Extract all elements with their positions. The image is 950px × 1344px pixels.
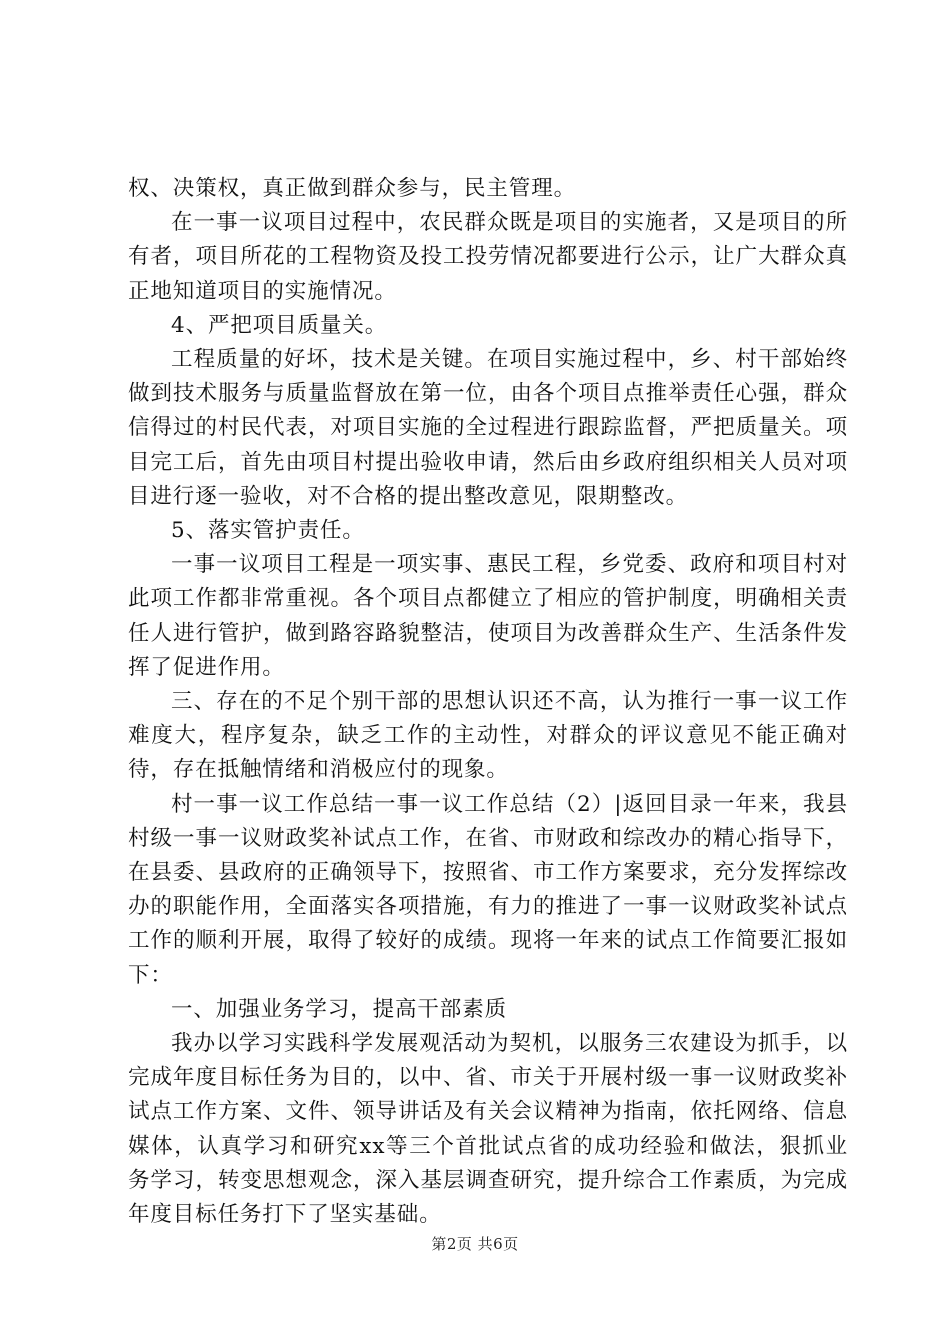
paragraph: 权、决策权，真正做到群众参与，民主管理。 [128, 176, 577, 201]
paragraph: 工程质量的好坏，技术是关键。在项目实施过程中，乡、村干部始终做到技术服务与质量监督放在第一位，由各个项目点推举责任心强，群众信得过的村民代表，对项目实施的全过程进行跟踪监督，严把质量关。项目完工后，首先由项目村提出验收申请，然后由乡政府组织相关人员对项目进行逐一验收，对不合格的提出整改意见，限期整改。 [128, 347, 848, 509]
paragraph: 一事一议项目工程是一项实事、惠民工程，乡党委、政府和项目村对此项工作都非常重视。各个项目点都健立了相应的管护制度，明确相关责任人进行管护，做到路容路貌整洁，使项目为改善群众生产、生活条件发挥了促进作用。 [128, 552, 848, 680]
document-body [128, 172, 848, 1232]
paragraph: 我办以学习实践科学发展观活动为契机，以服务三农建设为抓手，以完成年度目标任务为目的，以中、省、市关于开展村级一事一议财政奖补试点工作方案、文件、领导讲话及有关会议精神为指南，依托网络、信息媒体，认真学习和研究xx等三个首批试点省的成功经验和做法，狠抓业务学习，转变思想观念，深入基层调查研究，提升综合工作素质，为完成年度目标任务打下了坚实基础。 [128, 1031, 848, 1228]
section-heading: 4、严把项目质量关。 [171, 312, 388, 338]
paragraph: 三、存在的不足个别干部的思想认识还不高，认为推行一事一议工作难度大，程序复杂，缺乏工作的主动性，对群众的评议意见不能正确对待，存在抵触情绪和消极应付的现象。 [128, 689, 848, 783]
page-footer: 第2页 共6页 [431, 1235, 519, 1253]
paragraph: 村一事一议工作总结一事一议工作总结（2）|返回目录一年来，我县村级一事一议财政奖补试点工作，在省、市财政和综改办的精心指导下，在县委、县政府的正确领导下，按照省、市工作方案要求，充分发挥综改办的职能作用，全面落实各项措施，有力的推进了一事一议财政奖补试点工作的顺利开展，取得了较好的成绩。现将一年来的试点工作简要汇报如下： [128, 791, 848, 988]
section-heading: 5、落实管护责任。 [171, 518, 365, 544]
paragraph: 在一事一议项目过程中，农民群众既是项目的实施者，又是项目的所有者，项目所花的工程物资及投工投劳情况都要进行公示，让广大群众真正地知道项目的实施情况。 [128, 210, 848, 304]
section-heading: 一、加强业务学习，提高干部素质 [171, 996, 508, 1022]
